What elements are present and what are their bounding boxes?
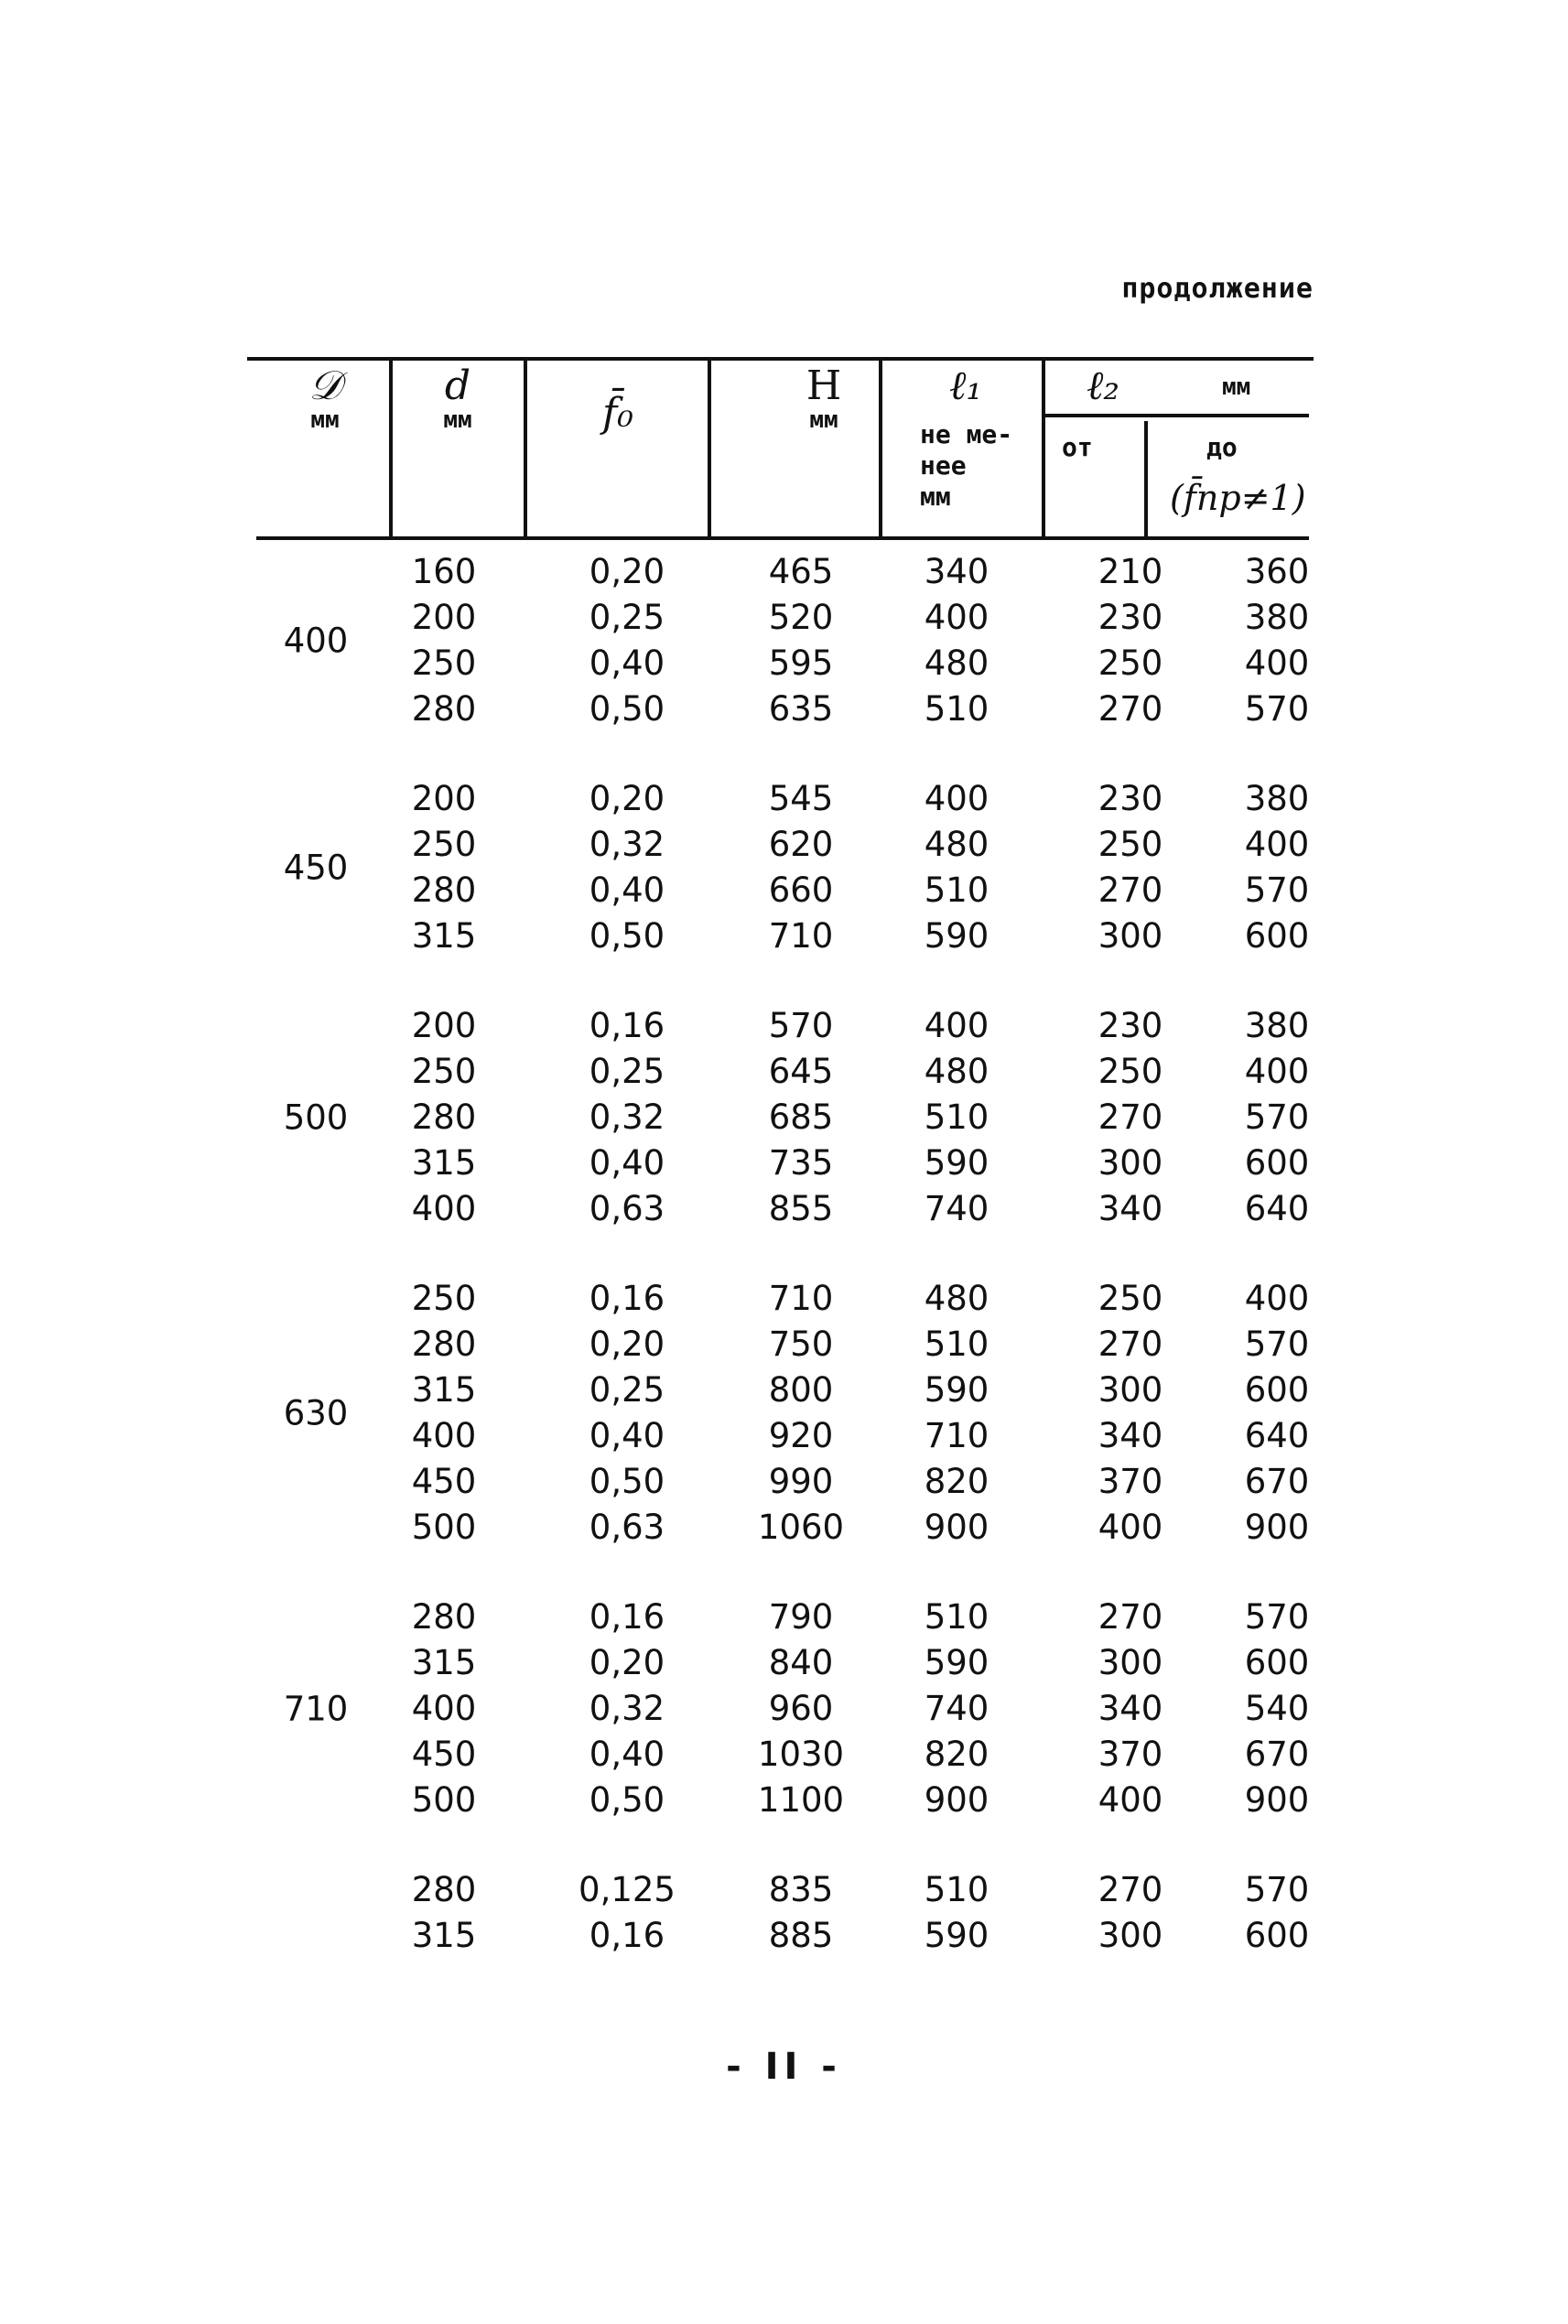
cell-l2_from: 210 <box>1098 552 1163 591</box>
header-l1-unit: мм <box>920 481 951 512</box>
header-top-rule <box>247 357 1314 361</box>
col-divider <box>524 359 527 536</box>
header-l1-note-line1: не ме- <box>920 419 1013 449</box>
cell-H: 960 <box>768 1689 834 1728</box>
cell-l2_to: 400 <box>1244 643 1310 683</box>
cell-l2_from: 300 <box>1098 1143 1163 1183</box>
cell-d: 160 <box>411 552 477 591</box>
cell-l2_to: 360 <box>1244 552 1310 591</box>
cell-H: 800 <box>768 1370 834 1410</box>
cell-f0: 0,16 <box>589 1279 665 1318</box>
cell-l1: 590 <box>924 1916 989 1955</box>
cell-d: 280 <box>411 1097 477 1137</box>
cell-f0: 0,40 <box>589 870 665 910</box>
header-bottom-rule <box>256 536 1309 540</box>
cell-l2_from: 370 <box>1098 1735 1163 1774</box>
cell-d: 280 <box>411 1597 477 1637</box>
header-D-unit: мм <box>310 406 340 434</box>
cell-l1: 340 <box>924 552 989 591</box>
cell-l1: 400 <box>924 779 989 818</box>
cell-f0: 0,40 <box>589 1735 665 1774</box>
l2-subheader-rule <box>1044 414 1309 417</box>
cell-f0: 0,32 <box>589 825 665 864</box>
cell-H: 685 <box>768 1097 834 1137</box>
cell-l1: 510 <box>924 689 989 729</box>
cell-l1: 710 <box>924 1416 989 1455</box>
cell-H: 545 <box>768 779 834 818</box>
table-group <box>247 549 1314 732</box>
header-H-unit: мм <box>809 406 838 434</box>
table-group <box>247 1594 1314 1823</box>
cell-l1: 590 <box>924 916 989 956</box>
cell-H: 840 <box>768 1643 834 1682</box>
cell-d: 200 <box>411 1006 477 1045</box>
cell-l2_from: 250 <box>1098 1279 1163 1318</box>
table-row <box>247 822 1314 868</box>
cell-f0: 0,20 <box>589 552 665 591</box>
header-l1 <box>897 362 1034 409</box>
cell-l2_from: 270 <box>1098 1097 1163 1137</box>
cell-H: 1100 <box>757 1780 845 1820</box>
cell-f0: 0,16 <box>589 1916 665 1955</box>
col-divider <box>708 359 711 536</box>
cell-l2_to: 570 <box>1244 1097 1310 1137</box>
cell-l2_to: 570 <box>1244 1324 1310 1364</box>
cell-H: 710 <box>768 916 834 956</box>
cell-d: 250 <box>411 825 477 864</box>
cell-l2_to: 380 <box>1244 779 1310 818</box>
header-d-unit: мм <box>443 406 472 434</box>
table-row <box>247 549 1314 595</box>
cell-H: 1030 <box>757 1735 845 1774</box>
col-divider <box>879 359 882 536</box>
cell-H: 635 <box>768 689 834 729</box>
cell-H: 570 <box>768 1006 834 1045</box>
cell-l2_to: 570 <box>1244 1597 1310 1637</box>
cell-d: 315 <box>411 1916 477 1955</box>
cell-l2_from: 270 <box>1098 1597 1163 1637</box>
cell-l2_to: 640 <box>1244 1416 1310 1455</box>
header-D-symbol: 𝒟 <box>308 362 341 409</box>
header-l2-to: до <box>1206 432 1238 462</box>
cell-f0: 0,40 <box>589 1416 665 1455</box>
cell-d: 315 <box>411 1143 477 1183</box>
cell-l1: 820 <box>924 1735 989 1774</box>
cell-d: 450 <box>411 1462 477 1501</box>
cell-H: 855 <box>768 1189 834 1228</box>
cell-f0: 0,50 <box>589 1780 665 1820</box>
cell-l1: 480 <box>924 825 989 864</box>
cell-l2_to: 380 <box>1244 1006 1310 1045</box>
header-l2-symbol: ℓ₂ <box>1087 362 1119 409</box>
table-row <box>247 776 1314 822</box>
header-f0 <box>531 390 705 437</box>
cell-l1: 510 <box>924 870 989 910</box>
cell-l1: 590 <box>924 1643 989 1682</box>
cell-l1: 590 <box>924 1370 989 1410</box>
table-row <box>247 1913 1314 1959</box>
cell-d: 280 <box>411 870 477 910</box>
table-group <box>247 776 1314 959</box>
table-row <box>247 1049 1314 1095</box>
cell-l2_to: 570 <box>1244 689 1310 729</box>
cell-f0: 0,25 <box>589 1370 665 1410</box>
table-row <box>247 1276 1314 1322</box>
table-row <box>247 1459 1314 1505</box>
cell-l1: 480 <box>924 1052 989 1091</box>
cell-l1: 740 <box>924 1189 989 1228</box>
header-l1-symbol: ℓ₁ <box>949 362 982 409</box>
cell-l2_from: 270 <box>1098 1324 1163 1364</box>
table-row <box>247 1778 1314 1823</box>
cell-l2_from: 340 <box>1098 1416 1163 1455</box>
cell-H: 885 <box>768 1916 834 1955</box>
table-row <box>247 1186 1314 1232</box>
cell-l1: 510 <box>924 1097 989 1137</box>
header-l2-unit: мм <box>1222 373 1251 401</box>
cell-l1: 400 <box>924 598 989 637</box>
cell-l2_from: 270 <box>1098 1870 1163 1909</box>
cell-f0: 0,20 <box>589 779 665 818</box>
header-f0-symbol: f̄₀ <box>602 390 633 437</box>
cell-H: 920 <box>768 1416 834 1455</box>
cell-f0: 0,50 <box>589 916 665 956</box>
cell-l2_from: 300 <box>1098 1370 1163 1410</box>
cell-l2_to: 570 <box>1244 1870 1310 1909</box>
cell-l1: 900 <box>924 1780 989 1820</box>
cell-l2_to: 380 <box>1244 598 1310 637</box>
cell-l2_from: 340 <box>1098 1689 1163 1728</box>
header-l2 <box>1053 362 1153 409</box>
cell-l2_to: 570 <box>1244 870 1310 910</box>
table-row <box>247 641 1314 686</box>
cell-l2_to: 670 <box>1244 1462 1310 1501</box>
cell-l2_from: 300 <box>1098 1643 1163 1682</box>
header-d <box>394 362 522 434</box>
cell-H: 835 <box>768 1870 834 1909</box>
header-H-symbol: H <box>806 362 842 409</box>
header-l1-note-line2: нее <box>920 450 967 481</box>
cell-f0: 0,25 <box>589 1052 665 1091</box>
cell-l2_from: 250 <box>1098 1052 1163 1091</box>
cell-f0: 0,50 <box>589 1462 665 1501</box>
cell-l2_to: 600 <box>1244 1143 1310 1183</box>
cell-l2_to: 600 <box>1244 1916 1310 1955</box>
cell-H: 710 <box>768 1279 834 1318</box>
cell-l1: 400 <box>924 1006 989 1045</box>
cell-f0: 0,63 <box>589 1508 665 1547</box>
cell-d: 315 <box>411 916 477 956</box>
table-row <box>247 686 1314 732</box>
table-body <box>247 549 1314 2003</box>
cell-l1: 510 <box>924 1324 989 1364</box>
cell-H: 990 <box>768 1462 834 1501</box>
cell-d: 200 <box>411 598 477 637</box>
group-D-value: 400 <box>283 621 349 661</box>
cell-d: 450 <box>411 1735 477 1774</box>
cell-l1: 480 <box>924 643 989 683</box>
table-row <box>247 1140 1314 1186</box>
cell-H: 660 <box>768 870 834 910</box>
cell-d: 315 <box>411 1370 477 1410</box>
col-divider <box>1144 421 1148 536</box>
cell-f0: 0,40 <box>589 643 665 683</box>
cell-l2_from: 340 <box>1098 1189 1163 1228</box>
group-D-value: 710 <box>283 1689 349 1729</box>
cell-d: 250 <box>411 1052 477 1091</box>
table-row <box>247 1594 1314 1640</box>
cell-l2_from: 370 <box>1098 1462 1163 1501</box>
table-group <box>247 1276 1314 1551</box>
cell-l2_from: 250 <box>1098 643 1163 683</box>
cell-l2_to: 400 <box>1244 825 1310 864</box>
cell-d: 400 <box>411 1189 477 1228</box>
table-group <box>247 1003 1314 1232</box>
cell-l2_from: 230 <box>1098 1006 1163 1045</box>
cell-H: 465 <box>768 552 834 591</box>
table-row <box>247 1367 1314 1413</box>
cell-H: 620 <box>768 825 834 864</box>
cell-l2_to: 600 <box>1244 1370 1310 1410</box>
cell-H: 735 <box>768 1143 834 1183</box>
cell-l2_from: 400 <box>1098 1780 1163 1820</box>
cell-f0: 0,32 <box>589 1689 665 1728</box>
cell-d: 500 <box>411 1780 477 1820</box>
cell-l2_from: 270 <box>1098 689 1163 729</box>
cell-l2_from: 300 <box>1098 916 1163 956</box>
table-row <box>247 1686 1314 1732</box>
cell-f0: 0,25 <box>589 598 665 637</box>
cell-l2_to: 640 <box>1244 1189 1310 1228</box>
table-group <box>247 1867 1314 1959</box>
group-D-value: 450 <box>283 848 349 888</box>
cell-l2_to: 670 <box>1244 1735 1310 1774</box>
cell-d: 250 <box>411 1279 477 1318</box>
header-l1-note <box>920 419 1012 513</box>
page-number: - II - <box>726 2046 842 2088</box>
cell-f0: 0,16 <box>589 1597 665 1637</box>
cell-l1: 900 <box>924 1508 989 1547</box>
cell-l2_to: 600 <box>1244 1643 1310 1682</box>
header-l2-from: от <box>1062 432 1093 462</box>
continuation-note: продолжение <box>1121 273 1314 305</box>
table-row <box>247 1732 1314 1778</box>
cell-f0: 0,125 <box>579 1870 676 1909</box>
cell-l2_to: 900 <box>1244 1780 1310 1820</box>
cell-H: 645 <box>768 1052 834 1091</box>
cell-d: 280 <box>411 689 477 729</box>
cell-l2_from: 250 <box>1098 825 1163 864</box>
cell-f0: 0,63 <box>589 1189 665 1228</box>
cell-l1: 480 <box>924 1279 989 1318</box>
table-row <box>247 1003 1314 1049</box>
cell-l1: 510 <box>924 1597 989 1637</box>
cell-f0: 0,16 <box>589 1006 665 1045</box>
col-divider <box>1042 359 1045 536</box>
cell-d: 280 <box>411 1324 477 1364</box>
cell-d: 280 <box>411 1870 477 1909</box>
cell-l2_from: 400 <box>1098 1508 1163 1547</box>
col-divider <box>389 359 393 536</box>
header-H <box>769 362 879 434</box>
cell-f0: 0,20 <box>589 1643 665 1682</box>
table-row <box>247 1413 1314 1459</box>
cell-l1: 510 <box>924 1870 989 1909</box>
table-row <box>247 1867 1314 1913</box>
cell-l2_from: 300 <box>1098 1916 1163 1955</box>
cell-l2_to: 600 <box>1244 916 1310 956</box>
cell-l2_from: 230 <box>1098 779 1163 818</box>
cell-l2_to: 400 <box>1244 1279 1310 1318</box>
header-D <box>265 362 384 434</box>
cell-d: 400 <box>411 1689 477 1728</box>
cell-H: 790 <box>768 1597 834 1637</box>
group-D-value: 500 <box>283 1097 349 1138</box>
cell-d: 400 <box>411 1416 477 1455</box>
cell-d: 250 <box>411 643 477 683</box>
cell-l2_to: 400 <box>1244 1052 1310 1091</box>
cell-H: 520 <box>768 598 834 637</box>
table-row <box>247 595 1314 641</box>
cell-f0: 0,32 <box>589 1097 665 1137</box>
cell-H: 595 <box>768 643 834 683</box>
cell-l1: 740 <box>924 1689 989 1728</box>
table-row <box>247 1505 1314 1551</box>
cell-f0: 0,40 <box>589 1143 665 1183</box>
cell-H: 1060 <box>757 1508 845 1547</box>
table-row <box>247 868 1314 913</box>
table-row <box>247 1322 1314 1367</box>
cell-l1: 590 <box>924 1143 989 1183</box>
cell-l1: 820 <box>924 1462 989 1501</box>
table-row <box>247 1095 1314 1140</box>
table-row <box>247 1640 1314 1686</box>
cell-f0: 0,50 <box>589 689 665 729</box>
cell-d: 500 <box>411 1508 477 1547</box>
header-d-symbol: d <box>444 362 471 409</box>
cell-f0: 0,20 <box>589 1324 665 1364</box>
cell-d: 200 <box>411 779 477 818</box>
group-D-value: 630 <box>283 1393 349 1433</box>
table-row <box>247 913 1314 959</box>
cell-l2_to: 900 <box>1244 1508 1310 1547</box>
cell-l2_to: 540 <box>1244 1689 1310 1728</box>
cell-l2_from: 230 <box>1098 598 1163 637</box>
header-l2-condition: (f̄пр≠1) <box>1170 478 1306 518</box>
cell-H: 750 <box>768 1324 834 1364</box>
cell-d: 315 <box>411 1643 477 1682</box>
cell-l2_from: 270 <box>1098 870 1163 910</box>
